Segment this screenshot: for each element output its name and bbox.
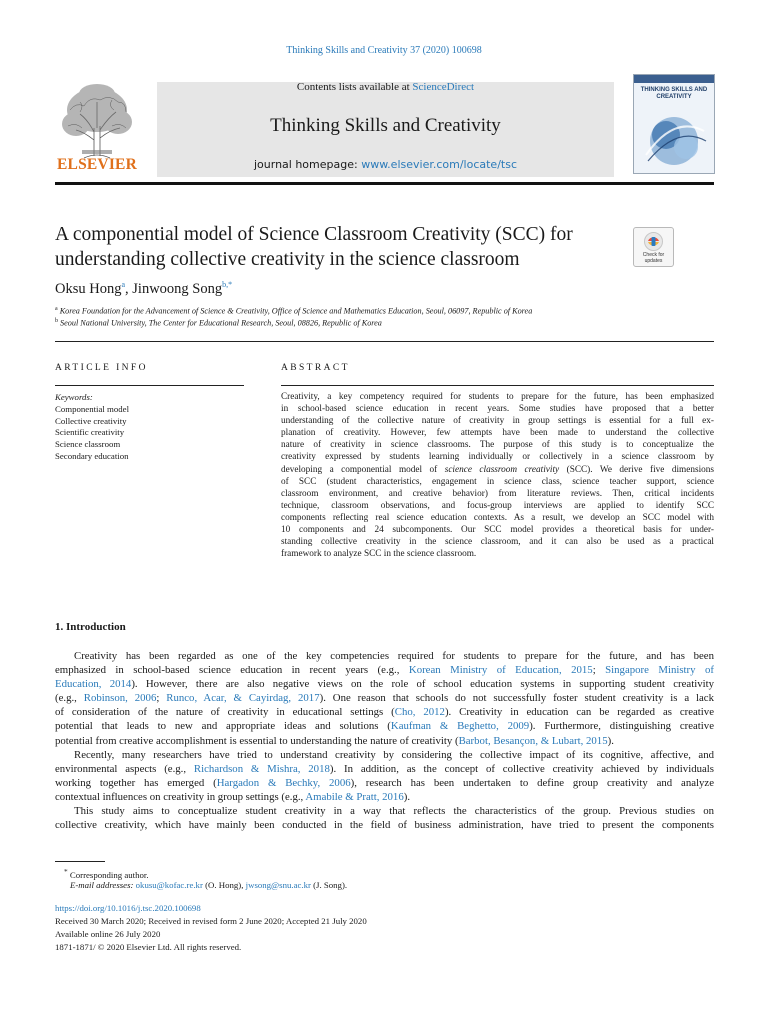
affiliation-marker: b <box>55 318 58 324</box>
author-list <box>55 280 232 298</box>
body-text: ). <box>607 734 614 747</box>
body-line <box>55 804 714 818</box>
cover-title: THINKING SKILLS AND CREATIVITY <box>640 87 708 100</box>
body-line <box>55 790 714 804</box>
email-link[interactable]: jwsong@snu.ac.kr <box>245 880 311 890</box>
keywords-label: Keywords: <box>55 392 93 402</box>
body-line <box>55 663 714 677</box>
body-text: ). However, there are also negative views on the role of school education systems in supporting student creativity <box>131 678 714 691</box>
citation-link[interactable]: Barbot, Besançon, & Lubart, 2015 <box>458 734 608 747</box>
body-line <box>55 691 714 705</box>
abstract-line: Creativity, a key competency required for students to prepare for the future, has been emphasized <box>281 392 714 402</box>
corresponding-author-note <box>64 867 149 880</box>
abstract-line: planation of creativity. However, few attempts have been made to understand the collective <box>281 428 714 439</box>
corresponding-text: Corresponding author. <box>69 869 149 880</box>
body-text: ; <box>592 664 606 677</box>
affiliation-b <box>55 318 382 328</box>
issn-copyright: 1871-1871/ © 2020 Elsevier Ltd. All rights reserved. <box>55 942 242 952</box>
body-text: potential from creative accomplishment is essential to understanding the nature of creativity ( <box>55 734 459 747</box>
author-name: Oksu Hong <box>55 280 122 297</box>
footnote-rule <box>55 861 105 862</box>
citation-link[interactable]: Korean Ministry of Education, 2015 <box>408 664 593 677</box>
body-line <box>55 705 714 719</box>
body-text: Creativity has been regarded as one of the key competencies required for students to prepare for the future, and has been <box>74 650 714 662</box>
citation-link[interactable]: Richardson & Mishra, 2018 <box>193 762 330 775</box>
body-text: ). One reason that schools do not successfully foster student creativity is a lack <box>319 692 714 705</box>
contents-available-line <box>157 81 614 93</box>
email-owner: (O. Hong), <box>202 880 246 890</box>
citation-link[interactable]: Education, 2014 <box>55 678 132 691</box>
abstract-line: understanding of the collective nature of creativity in group settings is essential for a full ex- <box>281 416 714 427</box>
abstract-line-start: developing a componential model of <box>281 464 445 475</box>
header-thick-rule <box>55 182 714 185</box>
affiliation-text: Seoul National University, The Center for Educational Research, Seoul, 08826, Republic of Korea <box>60 318 382 328</box>
article-title <box>55 222 620 272</box>
abstract-line: nature of creativity in science classrooms. The purpose of this study is to conceptualize the <box>281 440 714 451</box>
abstract-line: technique, classroom observations, and focus-group interviews are applied to identify SCC <box>281 500 714 511</box>
body-text: ). <box>403 790 411 803</box>
abstract-line: of SCC (student characteristics, engagement in science class, science teacher support, science <box>281 476 714 487</box>
body-text: ). Creativity in education can be regarded as creative <box>444 706 714 719</box>
abstract-line: components reflecting real science education contexts. As a result, we develop an SCC model with <box>281 512 714 523</box>
check-for-updates-button[interactable] <box>633 227 674 267</box>
introduction-body <box>55 649 714 832</box>
contents-prefix: Contents lists available at <box>296 81 413 93</box>
affiliation-a <box>55 306 532 316</box>
email-owner: (J. Song). <box>310 880 348 890</box>
sciencedirect-link[interactable]: ScienceDirect <box>412 81 475 93</box>
email-link[interactable]: okusu@kofac.re.kr <box>135 880 203 890</box>
citation-link[interactable]: Amabile & Pratt, 2016 <box>305 790 404 803</box>
citation-link[interactable]: Runco, Acar, & Cayirdag, 2017 <box>166 692 320 705</box>
keyword-item: Collective creativity <box>55 415 127 426</box>
body-line <box>55 762 714 776</box>
received-dates: Received 30 March 2020; Received in revised form 2 June 2020; Accepted 21 July 2020 <box>55 916 367 926</box>
body-text: ). In addition, as the concept of collective creativity achieved by individuals <box>329 762 714 775</box>
elsevier-wordmark: ELSEVIER <box>57 156 137 173</box>
cover-art-icon <box>634 75 714 173</box>
journal-citation[interactable]: Thinking Skills and Creativity 37 (2020) 100698 <box>286 45 482 56</box>
doi-link[interactable]: https://doi.org/10.1016/j.tsc.2020.100698 <box>55 903 201 913</box>
body-line <box>55 734 714 748</box>
keyword-item: Science classroom <box>55 439 121 450</box>
email-addresses-note <box>70 880 347 890</box>
body-text: of consideration of the nature of creativity in educational settings ( <box>55 706 395 719</box>
citation-link[interactable]: Cho, 2012 <box>394 706 445 719</box>
abstract-heading: ABSTRACT <box>281 363 350 373</box>
section-rule <box>55 341 714 342</box>
body-text: potential that leads to new and appropriate ideas and solutions ( <box>55 720 391 733</box>
abstract-body <box>281 391 714 560</box>
journal-homepage-link[interactable]: www.elsevier.com/locate/tsc <box>361 158 517 171</box>
body-line <box>55 748 714 762</box>
abstract-italic-term: science classroom creativity <box>444 464 560 475</box>
introduction-heading: 1. Introduction <box>55 621 126 633</box>
journal-name: Thinking Skills and Creativity <box>270 115 501 136</box>
article-info-heading: ARTICLE INFO <box>55 363 148 373</box>
keyword-item: Secondary education <box>55 450 129 461</box>
body-text: Recently, many researchers have tried to understand creativity by considering the collective impact of its cognitive, affective, and <box>74 748 714 761</box>
abstract-rule <box>281 385 714 386</box>
body-text: contextual influences on creativity in group settings (e.g., <box>55 790 306 803</box>
affiliation-marker: a <box>55 306 58 312</box>
body-text: ; <box>156 692 167 705</box>
affiliation-text: Korea Foundation for the Advancement of Science & Creativity, Office of Science and Mathematics Education, Seoul, 06097, Republic of Korea <box>59 306 533 316</box>
keyword-item: Scientific creativity <box>55 427 125 438</box>
journal-cover-image[interactable] <box>633 74 715 174</box>
abstract-line: in school-based science education in recent years. Some studies have proposed that a better <box>281 404 714 415</box>
corresponding-marker: * <box>64 867 68 876</box>
body-text: emphasized in school-based science education in recent years (e.g., <box>55 664 409 677</box>
check-updates-icon <box>643 231 664 252</box>
abstract-line: standing collective creativity in the science classroom, and it can also be used as a practical <box>281 537 714 548</box>
author-affil-marker[interactable]: a <box>121 280 126 289</box>
author-affil-marker[interactable]: b, <box>222 280 229 289</box>
keywords-block <box>55 392 129 463</box>
body-text: (e.g., <box>55 692 84 705</box>
citation-link[interactable]: Hargadon & Bechky, 2006 <box>216 776 351 789</box>
abstract-line-end: (SCC). We derive five dimensions <box>566 464 714 475</box>
body-line <box>55 719 714 733</box>
citation-link[interactable]: Singapore Ministry of <box>605 664 714 677</box>
abstract-line <box>281 464 714 476</box>
article-info-rule <box>55 385 244 386</box>
homepage-prefix: journal homepage: <box>253 158 362 171</box>
keyword-item: Componential model <box>55 403 130 414</box>
email-label: E-mail addresses: <box>70 880 134 890</box>
abstract-line: classroom environment, and creative behavior) from literature reviews. Then, critical incidents <box>281 488 714 499</box>
body-text: environmental aspects (e.g., <box>55 762 194 775</box>
body-text: ), research has been undertaken to define group creativity and analyze <box>350 776 714 789</box>
article-title-line-2: understanding collective creativity in the science classroom <box>55 249 520 270</box>
abstract-line: 10 components and 24 subcomponents. Our SCC model provides a theoretical basis for under- <box>281 525 714 536</box>
abstract-line: creativity expressed by students learning individually or collectively in a science classroom by <box>281 452 714 463</box>
citation-link[interactable]: Kaufman & Beghetto, 2009 <box>390 720 530 733</box>
article-title-line-1: A componential model of Science Classroom Creativity (SCC) for <box>55 224 573 245</box>
available-online-date: Available online 26 July 2020 <box>55 929 161 939</box>
corresponding-author-marker[interactable]: * <box>228 280 233 289</box>
body-text: working together has emerged ( <box>55 776 217 789</box>
citation-link[interactable]: Robinson, 2006 <box>83 692 157 705</box>
check-updates-label: Check for updates <box>642 252 665 264</box>
body-text: ). Furthermore, distinguishing creative <box>529 720 714 733</box>
body-line: collective creativity, which have mainly been conducted in the field of business administration, have tried to present the components <box>55 819 714 832</box>
body-text: This study aims to conceptualize student creativity in a way that reflects the characteristics of the group. Previous studies on <box>74 805 714 818</box>
author-separator: , <box>125 280 133 297</box>
journal-homepage-line <box>157 158 614 171</box>
author-name: Jinwoong Song <box>132 280 223 297</box>
body-line <box>55 649 714 663</box>
body-line <box>55 677 714 691</box>
abstract-line: framework to analyze SCC in the science classroom. <box>281 549 477 560</box>
body-line <box>55 776 714 790</box>
